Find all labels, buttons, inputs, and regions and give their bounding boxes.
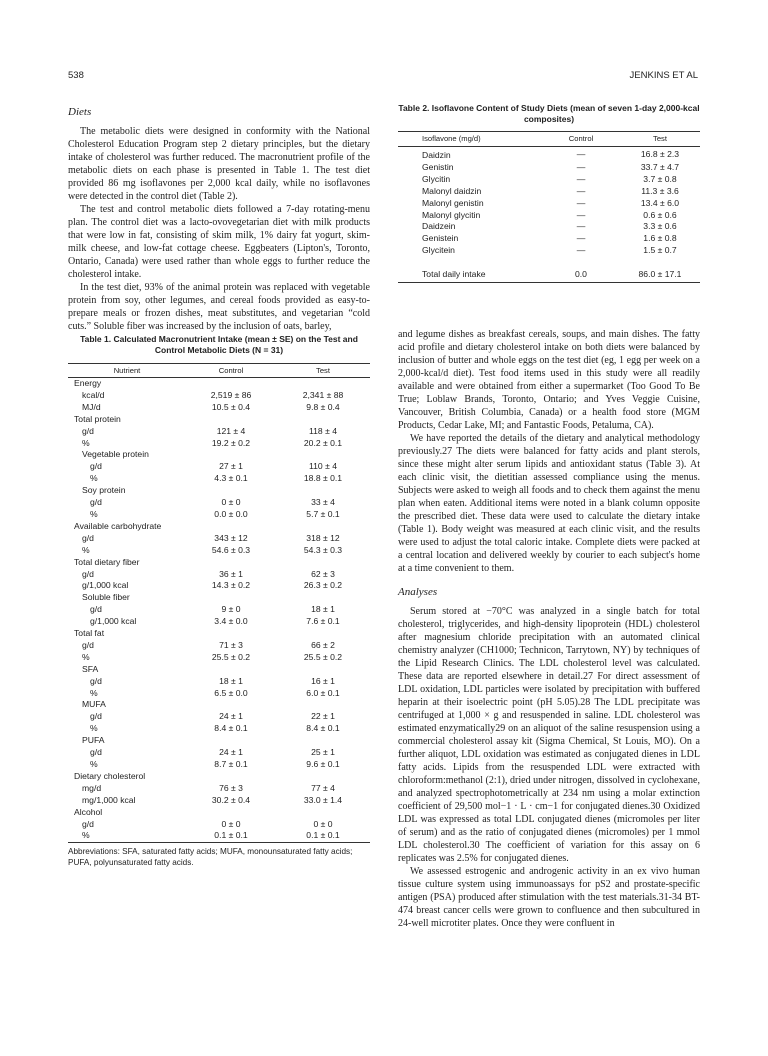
table1-control-value: 18 ± 1 [219, 675, 243, 686]
table1-control-value: 19.2 ± 0.2 [211, 437, 251, 448]
table1-control-value: 25.5 ± 0.2 [211, 651, 251, 662]
table1-row [68, 497, 370, 509]
table1-control-value: 24 ± 1 [219, 747, 243, 758]
table1-test-value: 33.0 ± 1.4 [303, 794, 343, 805]
table1-row-label: g/d [90, 604, 102, 615]
table1-control-value: 6.5 ± 0.0 [214, 687, 248, 698]
table1-row-label: MJ/d [82, 401, 101, 412]
section-title-diets: Diets [68, 106, 92, 118]
table2-control-value: — [576, 233, 586, 244]
table1-row-label: g/d [90, 497, 102, 508]
table1-row-label: g/d [90, 747, 102, 758]
table1-control-value: 76 ± 3 [219, 782, 243, 793]
table1-row [68, 830, 370, 842]
table1-control-value: 27 ± 1 [219, 461, 243, 472]
table1-test-value [276, 628, 370, 640]
table2-row-label: Malonyl glycitin [422, 209, 481, 220]
table1-row-label: g/1,000 kcal [82, 580, 129, 591]
table1-test-value [276, 592, 370, 604]
table2-grid [398, 131, 700, 283]
table1-row-label: kcal/d [82, 389, 105, 400]
table1-row [68, 390, 370, 402]
table1-control-value: 0.1 ± 0.1 [214, 830, 248, 841]
table1-row-label: mg/d [82, 782, 102, 793]
table2-test-value: 1.5 ± 0.7 [643, 245, 677, 256]
table2-control-value: — [576, 173, 586, 184]
table1-test-value [276, 664, 370, 676]
table1-row [68, 533, 370, 545]
table1-control-value: 8.4 ± 0.1 [214, 723, 248, 734]
table1-row-label: % [90, 508, 98, 519]
table1-row [68, 735, 370, 747]
table1-row-label: % [90, 473, 98, 484]
table2-row [398, 210, 700, 222]
table1-test-value [276, 557, 370, 569]
table1-control-value: 24 ± 1 [219, 711, 243, 722]
left-column-text [68, 106, 370, 333]
table1-row [68, 521, 370, 533]
table1-row-label: g/1,000 kcal [90, 616, 137, 627]
table2-test-value: 0.6 ± 0.6 [643, 209, 677, 220]
table1-row-label: % [82, 544, 90, 555]
table1-row [68, 569, 370, 581]
table1-row [68, 771, 370, 783]
table1-control-value: 30.2 ± 0.4 [211, 794, 251, 805]
table1-test-value [276, 485, 370, 497]
table1-control-value: 14.3 ± 0.2 [211, 580, 251, 591]
table1-row-label: mg/1,000 kcal [82, 794, 136, 805]
table2-row [398, 233, 700, 245]
table2-row [398, 198, 700, 210]
table1-row [68, 473, 370, 485]
table1-test-value: 110 ± 4 [309, 461, 337, 472]
table1-control-value: 121 ± 4 [216, 425, 246, 436]
table1-test-value: 66 ± 2 [311, 639, 335, 650]
table1-test-value [276, 414, 370, 426]
table1-test-value: 18 ± 1 [311, 604, 335, 615]
table1-row [68, 402, 370, 414]
table1-control-value [186, 485, 276, 497]
table1-header-control: Control [218, 365, 244, 375]
table1-control-value: 54.6 ± 0.3 [211, 544, 251, 555]
table1-row-label: Total protein [74, 413, 121, 424]
table1-test-value: 62 ± 3 [311, 568, 335, 579]
table1-control-value: 10.5 ± 0.4 [211, 401, 251, 412]
table1-control-value: 8.7 ± 0.1 [214, 759, 248, 769]
table2-row-label: Glycitin [422, 173, 451, 184]
table2-header-isoflavone: Isoflavone (mg/d) [422, 134, 481, 144]
table1-row-label: Vegetable protein [82, 449, 149, 460]
table2-control-value: — [576, 221, 586, 232]
table1-body [68, 378, 370, 843]
table1-test-value: 2,341 ± 88 [302, 389, 344, 400]
paragraph: In the test diet, 93% of the animal protein was replaced with vegetable protein from soy, other legumes, and cereal foods provided as easy-to-prepare meals or frozen dishes, meat substitutes, and vegetarian “cold cuts.” Soluble fiber was increased by the inclusion of oats, barley, [68, 282, 370, 332]
table1-control-value [186, 664, 276, 676]
table1-test-value: 16 ± 1 [311, 675, 335, 686]
table2-row-label: Genistin [422, 161, 454, 172]
table2-row-label: Glycitein [422, 245, 455, 256]
table1-control-value [186, 592, 276, 604]
table2-control-value: — [576, 197, 586, 208]
table2-total-label: Total daily intake [422, 268, 486, 279]
table1-control-value: 0 ± 0 [221, 818, 241, 829]
table1-test-value: 26.3 ± 0.2 [303, 580, 343, 591]
page-number: 538 [68, 70, 84, 81]
table1-row [68, 711, 370, 723]
table1-test-value [276, 449, 370, 461]
paragraph: Serum stored at −70°C was analyzed in a single batch for total cholesterol, triglycerides, and high-density lipoprotein (HDL) cholesterol after magnesium chloride precipitation with an automated clinical chemistry analyzer (CH1000; Technicon, Tarrytown, NY) by techniques of the Lipid Research Clinics. The LDL cholesterol level was calculated. These data are reported elsewhere in detail.27 For direct assessment of LDL oxidation, LDL particles were isolated by precipitation with buffered heparin at their isoelectric point (pH 5.05).28 The LDL precipitate was centrifuged at 1,000 × g and resuspended in saline. LDL cholesterol was estimated enzymatically29 on an aliquot of the saline resuspension using a commercial cholesterol assay kit (Sigma Chemical, St Louis, MO). On a further aliquot, LDL oxidation was estimated as conjugated dienes in LDL fatty acids. Lipids from the resuspended LDL were extracted with chloroform:methanol (2:1), dried under nitrogen, dissolved in cyclohexane, and analyzed spectrophotometrically at 234 nm using a molar extinction coefficient of 29,500 mol−1 · L · cm−1 for conjugated dienes.30 Oxidized LDL was expressed as total LDL conjugated dienes (micromoles per liter of serum) and as the ratio of conjugated dienes (micromoles) per 1 mmol LDL cholesterol.30 The coefficient of variation for this assay on 6 replicates was 2.5% for conjugated dienes. [398, 606, 700, 864]
table1-header-nutrient: Nutrient [113, 365, 141, 375]
table1-test-value: 18.8 ± 0.1 [303, 473, 343, 484]
table1-test-value [276, 735, 370, 747]
table1-control-value [186, 378, 276, 390]
table1-header-test: Test [316, 365, 330, 375]
table2-row [398, 186, 700, 198]
table1-test-value: 77 ± 4 [311, 782, 335, 793]
table2-test-value: 11.3 ± 3.6 [641, 185, 679, 196]
table2-test-value: 13.4 ± 6.0 [640, 197, 680, 208]
table1-row-label: % [82, 830, 90, 841]
table1-test-value: 25.5 ± 0.2 [303, 651, 343, 662]
running-head: JENKINS ET AL [629, 70, 698, 81]
table2-row-label: Malonyl genistin [422, 197, 484, 208]
table1-row [68, 509, 370, 521]
table1-row-label: g/d [90, 675, 102, 686]
table1-row-label: % [90, 723, 98, 734]
table1-row [68, 640, 370, 652]
table1-row-label: Soluble fiber [82, 592, 130, 603]
right-column-text [398, 328, 700, 930]
table1-control-value [186, 557, 276, 569]
table1-row-label: g/d [90, 461, 102, 472]
table1-row-label: Energy [74, 378, 102, 388]
table1-caption: Table 1. Calculated Macronutrient Intake (mean ± SE) on the Test and Control Metabolic Diets (N = 31) [80, 334, 358, 355]
table1-row [68, 723, 370, 735]
table1-test-value: 33 ± 4 [311, 497, 335, 508]
table1-test-value [276, 378, 370, 390]
table1-row [68, 557, 370, 569]
table1-row-label: g/d [82, 425, 94, 436]
paragraph: We have reported the details of the dietary and analytical methodology previously.27 The diets were balanced for fatty acids and plant sterols, since these might alter serum lipids and antioxidant status (Table 3). At each clinic visit, the dietitian assessed compliance using the menus. Subjects were asked to weigh all foods and to check them against the menu plan when eaten. Additional items were noted in a blank column opposite the prescribed diet. These data were used to calculate the dietary intake (Table 1). Body weight was measured at each clinic visit, and the results were used to adjust the total caloric intake. Complete diets were packed at a central location and delivered weekly by courier to each subject's home at a time convenient to them. [398, 433, 700, 574]
table1-test-value: 0 ± 0 [313, 818, 333, 829]
table1-row-label: Alcohol [74, 806, 103, 817]
table1-control-value [186, 807, 276, 819]
table2-test-value: 3.7 ± 0.8 [643, 173, 677, 184]
table1-test-value: 54.3 ± 0.3 [303, 544, 343, 555]
table1-test-value: 0.1 ± 0.1 [306, 830, 340, 841]
table1-row-label: Soy protein [82, 485, 126, 496]
table1-row [68, 414, 370, 426]
table1-test-value [276, 771, 370, 783]
table2-control-value: — [576, 148, 586, 159]
table2-control-value: — [576, 161, 586, 172]
table1-control-value [186, 628, 276, 640]
table1-test-value [276, 521, 370, 533]
table1-row [68, 580, 370, 592]
table2-test-value: 3.3 ± 0.6 [643, 221, 677, 232]
paragraph: The test and control metabolic diets followed a 7-day rotating-menu plan. The control diet was a lacto-ovovegetarian diet with milk products that were low in fat, consisting of skim milk, 1% dairy fat yogurt, skim-milk cheese, and low-fat cottage cheese. Eggbeaters (Lipton's, Toronto, Ontario, Canada) were used rather than whole eggs to further reduce the cholesterol intake. [68, 204, 370, 280]
table1-row [68, 545, 370, 557]
table2-total-control: 0.0 [575, 268, 587, 279]
table2-header-control: Control [568, 134, 594, 144]
table2-control-value: — [576, 185, 586, 196]
table1-row-label: Total dietary fiber [74, 556, 140, 567]
table2-test-value: 1.6 ± 0.8 [643, 233, 677, 244]
table1-row [68, 795, 370, 807]
table1-row [68, 664, 370, 676]
table1-control-value: 0.0 ± 0.0 [214, 508, 248, 519]
table1-row-label: g/d [90, 711, 102, 722]
table1-row [68, 759, 370, 771]
table1-test-value: 5.7 ± 0.1 [306, 508, 340, 519]
table2-row [398, 147, 700, 162]
table2-row [398, 221, 700, 233]
table2 [398, 103, 700, 283]
table1-test-value: 8.4 ± 0.1 [306, 723, 340, 734]
table2-row-label: Daidzin [422, 150, 451, 160]
table2-row [398, 162, 700, 174]
table1-control-value: 36 ± 1 [219, 568, 243, 579]
table1-test-value: 22 ± 1 [311, 711, 335, 722]
table2-header-test: Test [653, 134, 667, 144]
table2-spacer [398, 257, 700, 267]
table1-row-label: g/d [82, 818, 94, 829]
table1-test-value: 118 ± 4 [309, 425, 337, 436]
table1-test-value: 20.2 ± 0.1 [303, 437, 343, 448]
table1-control-value [186, 414, 276, 426]
table1-row [68, 688, 370, 700]
table1-test-value: 9.8 ± 0.4 [306, 401, 340, 412]
table2-test-value: 16.8 ± 2.3 [640, 148, 680, 159]
table1 [68, 334, 370, 868]
table1-control-value [186, 735, 276, 747]
table1-row [68, 461, 370, 473]
table1-row [68, 604, 370, 616]
table1-row-label: % [82, 437, 90, 448]
table1-row-label: Total fat [74, 628, 105, 639]
table1-row-label: % [90, 759, 98, 769]
table1-control-value [186, 521, 276, 533]
table1-row [68, 819, 370, 831]
table1-control-value: 71 ± 3 [219, 639, 243, 650]
paragraph: The metabolic diets were designed in conformity with the National Cholesterol Education Program step 2 dietary principles, but the dietary intake of cholesterol was further reduced. The macronutrient profile of the metabolic diets on each phase is presented in Table 1. The test diet provided 86 mg isoflavones per 2,000 kcal daily, while no isoflavones were detected in the control diet (Table 2). [68, 126, 370, 202]
paragraph: and legume dishes as breakfast cereals, soups, and main dishes. The fatty acid profile and dietary cholesterol intake on both diets were balanced by inclusion of butter and whole eggs on the test diet (eg, 1 egg per week on a 2,000-kcal/d diet). Test food items used in this study were all readily available and were obtained from either a supermarket (Too Good To Be True; Loblaw Brands, Toronto, Ontario; and Yves Veggie Cuisine, Vancouver, British Columbia, Canada) or a health food store (MGM Products, Cedar Lake, MI; and Fantastic Foods, Petaluma, CA). [398, 329, 700, 431]
table1-row [68, 485, 370, 497]
table2-row [398, 245, 700, 257]
table1-control-value: 3.4 ± 0.0 [214, 616, 248, 627]
table1-row-label: g/d [82, 568, 94, 579]
table2-row-label: Daidzein [422, 221, 456, 232]
table1-control-value [186, 699, 276, 711]
table1-test-value [276, 699, 370, 711]
section-title-analyses: Analyses [398, 586, 438, 598]
table2-control-value: — [576, 209, 586, 220]
table1-row [68, 378, 370, 390]
table1-row [68, 747, 370, 759]
table1-row-label: PUFA [82, 735, 105, 746]
table1-control-value: 4.3 ± 0.1 [214, 473, 248, 484]
table1-row [68, 426, 370, 438]
table1-row [68, 699, 370, 711]
table1-row [68, 652, 370, 664]
table1-row [68, 438, 370, 450]
table2-body [398, 147, 700, 283]
table2-test-value: 33.7 ± 4.7 [640, 161, 680, 172]
table1-test-value: 7.6 ± 0.1 [306, 616, 340, 627]
table1-test-value: 9.6 ± 0.1 [306, 759, 340, 769]
table1-control-value: 2,519 ± 86 [210, 389, 252, 400]
table1-row [68, 449, 370, 461]
table1-control-value: 0 ± 0 [221, 497, 241, 508]
table1-row [68, 676, 370, 688]
table1-row [68, 628, 370, 640]
table1-control-value [186, 771, 276, 783]
table1-row-label: g/d [82, 532, 94, 543]
table1-control-value: 343 ± 12 [214, 532, 248, 543]
table1-footnote: Abbreviations: SFA, saturated fatty acids; MUFA, monounsaturated fatty acids; PUFA, polyunsaturated fatty acids. [68, 847, 353, 868]
table1-row [68, 783, 370, 795]
table1-test-value: 25 ± 1 [311, 747, 335, 758]
table1-row-label: g/d [82, 639, 94, 650]
table1-row-label: % [82, 651, 90, 662]
table1-row-label: Dietary cholesterol [74, 770, 146, 781]
table2-total-row [398, 267, 700, 283]
table1-row-label: MUFA [82, 699, 106, 710]
table1-row-label: % [90, 687, 98, 698]
table1-test-value [276, 807, 370, 819]
table1-row-label: Available carbohydrate [74, 520, 162, 531]
table2-row-label: Malonyl daidzin [422, 185, 482, 196]
table2-row [398, 174, 700, 186]
table2-caption: Table 2. Isoflavone Content of Study Diets (mean of seven 1-day 2,000-kcal composites) [398, 103, 700, 124]
table2-row-label: Genistein [422, 233, 459, 244]
table2-control-value: — [576, 245, 586, 256]
table1-test-value: 6.0 ± 0.1 [306, 687, 340, 698]
table1-control-value: 9 ± 0 [221, 604, 241, 615]
table1-grid [68, 363, 370, 843]
table1-row [68, 592, 370, 604]
table1-test-value: 318 ± 12 [306, 532, 340, 543]
table2-total-test: 86.0 ± 17.1 [638, 268, 682, 279]
table1-row [68, 616, 370, 628]
table1-row [68, 807, 370, 819]
table1-row-label: SFA [82, 663, 99, 674]
paragraph: We assessed estrogenic and androgenic activity in an ex vivo human tissue culture system using immunoassays for pS2 and prostate-specific antigen (PSA) produced after stimulation with the test materials.31-34 BT-474 breast cancer cells were grown to confluence and then subcultured in 24-well microtiter plates. Once they were confluent in [398, 866, 700, 929]
table1-control-value [186, 449, 276, 461]
